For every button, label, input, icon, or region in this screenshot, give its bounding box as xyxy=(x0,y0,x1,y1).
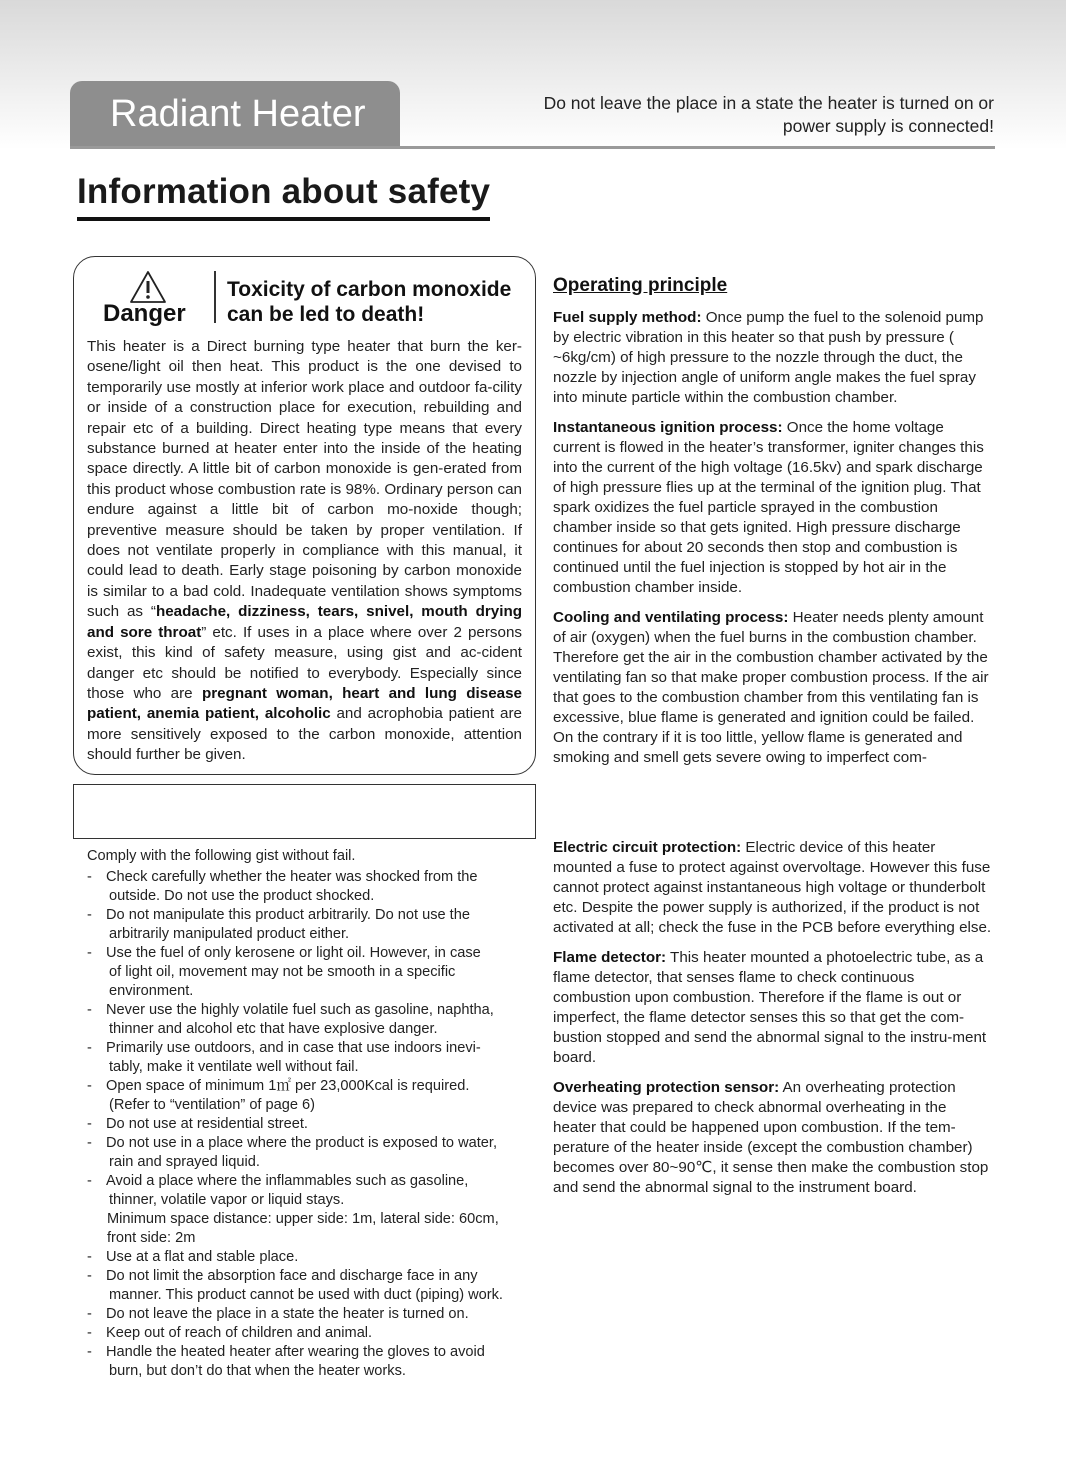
empty-caution-box xyxy=(73,784,536,839)
danger-heading-line2: can be led to death! xyxy=(227,303,425,326)
danger-body-text-3: and acrophobia patient are more sensitively exposed to the carbon monoxide, attention should further be given. xyxy=(87,705,522,764)
gist-item: - Do not leave the place in a state the heater is turned on. xyxy=(87,1306,469,1322)
operating-section-top xyxy=(553,308,993,778)
brand-tab xyxy=(70,81,400,147)
danger-body xyxy=(87,337,522,766)
brand-title: Radiant Heater xyxy=(110,93,366,135)
danger-body-text-1: This heater is a Direct burning type heater that burn the ker-osene/light oil then heat. This product is the one devised to temporarily use mostly at inferior work place and outdoor fa-cility or inside of a construction place for execution, rebuilding and repair etc of a building. Direct heating type means that every substance burned at heater enter into the inside of the heating space directly. A little bit of carbon monoxide is gen-erated from this product whose combustion rate is 98%. Ordinary person can endure against a little bit of carbon mo-noxide though; preventive measure should be taken by proper ventilation. If does not ventilate properly in compliance with this manual, it could lead to death. Early stage poisoning by carbon monoxide is similar to a bad cold. Inadequate ventilation shows symptoms such as “ xyxy=(87,338,522,621)
gist-intro: Comply with the following gist without fail. xyxy=(87,848,356,864)
gist-list xyxy=(87,868,527,1381)
gist-item: - Primarily use outdoors, and in case that use indoors inevi- tably, make it ventilate well without fail. xyxy=(87,1040,481,1075)
danger-body-symptoms: headache, dizziness, tears, snivel, mouth drying and sore throat xyxy=(87,603,522,641)
gist-item: - Do not use in a place where the product is exposed to water, rain and sprayed liquid. xyxy=(87,1135,498,1170)
danger-heading xyxy=(227,277,511,327)
gist-item: - Open space of minimum 1㎡ per 23,000Kcal is required. (Refer to “ventilation” of page 6) xyxy=(87,1078,470,1113)
page-title: Information about safety xyxy=(77,172,490,221)
circuit-protection-paragraph: Electric circuit protection: Electric device of this heater mounted a fuse to protect against overvoltage. However this fuse cannot protect against instantaneous high voltage or thunderbolt etc. Despite the power supply is authorized, if the product is not activated at all; check the fuse in the PCB before everything else. xyxy=(553,839,992,936)
operating-principle-title: Operating principle xyxy=(553,275,728,296)
gist-item: - Do not use at residential street. xyxy=(87,1116,308,1132)
operating-section-bottom xyxy=(553,838,993,1208)
fuel-supply-paragraph: Fuel supply method: Once pump the fuel to the solenoid pump by electric vibration in this heater so that push by pressure ( ~6kg/cm) of high pressure to the nozzle through the duct, the nozzle by injection angle of uniform angle makes the fuel spray into minute particle within the combustion chamber. xyxy=(553,309,984,406)
ignition-paragraph: Instantaneous ignition process: Once the home voltage current is flowed in the heater’s transformer, igniter changes this into the current of the high voltage (16.5kv) and spark discharge of high pressure flies up at the terminal of the ignition plug. That spark oxidizes the fuel particle sprayed in the combustion chamber inside so that gets ignited. High pressure discharge continues for about 20 seconds then stop and combustion is continued until the fuel injection is stopped by hot air in the combustion chamber inside. xyxy=(553,419,984,596)
gist-item: - Do not limit the absorption face and discharge face in any manner. This product cannot be used with duct (piping) work. xyxy=(87,1268,503,1303)
header-warning-line1: Do not leave the place in a state the heater is turned on or xyxy=(543,93,994,113)
flame-detector-paragraph: Flame detector: This heater mounted a photoelectric tube, as a flame detector, that senses flame to check continuous combustion upon combustion. Therefore if the flame is out or imperfect, the flame detector senses this so that get the com-bustion stopped and send the abnormal signal to the instru-ment board. xyxy=(553,949,987,1066)
gist-item: - Use the fuel of only kerosene or light oil. However, in case of light oil, movement may not be smooth in a specific environment. xyxy=(87,945,481,999)
header-warning-line2: power supply is connected! xyxy=(782,116,994,136)
cooling-paragraph: Cooling and ventilating process: Heater needs plenty amount of air (oxygen) when the fuel burns in the combustion chamber. Therefore get the air in the combustion chamber activated by the ventilating fan so that make proper combustion process. If the air that goes to the combustion chamber from this ventilating fan is excessive, blue flame is generated and ignition could be failed. On the contrary if it is too little, yellow flame is generated and smoking and smell gets severe owing to imperfect com- xyxy=(553,609,989,766)
header-rule xyxy=(70,146,995,149)
gist-item: - Check carefully whether the heater was shocked from the outside. Do not use the product shocked. xyxy=(87,869,478,904)
gist-item: - Avoid a place where the inflammables such as gasoline, thinner, volatile vapor or liquid stays. Minimum space distance: upper side: 1m, lateral side: 60cm, front side: 2m xyxy=(87,1173,499,1246)
danger-heading-line1: Toxicity of carbon monoxide xyxy=(227,278,512,301)
overheating-sensor-paragraph: Overheating protection sensor: An overheating protection device was prepared to check abnormal overheating in the heater that could be happened upon combustion. If the tem-perature of the heater inside (except the combustion chamber) becomes over 80~90℃, it sense then make the combustion stop and send the abnormal signal to the instrument board. xyxy=(553,1079,989,1196)
danger-body-risk-groups: pregnant woman, heart and lung disease patient, anemia patient, alcoholic xyxy=(87,684,523,723)
danger-divider xyxy=(214,271,216,323)
warning-triangle-icon xyxy=(129,270,167,304)
gist-item: - Use at a flat and stable place. xyxy=(87,1249,299,1265)
gist-item: - Do not manipulate this product arbitrarily. Do not use the arbitrarily manipulated product either. xyxy=(87,907,470,942)
gist-item: - Never use the highly volatile fuel such as gasoline, naphtha, thinner and alcohol etc that have explosive danger. xyxy=(87,1002,494,1037)
gist-item: - Handle the heated heater after wearing the gloves to avoid burn, but don’t do that when the heater works. xyxy=(87,1344,485,1379)
gist-section xyxy=(87,847,527,1381)
gist-item: - Keep out of reach of children and animal. xyxy=(87,1325,373,1341)
danger-body-text-2: ” etc. If uses in a place where over 2 persons exist, this kind of safety measure, using gist and ac-cident danger etc should be notified to everybody. Especially since those who are xyxy=(87,623,522,702)
danger-label: Danger xyxy=(103,300,186,327)
header-warning xyxy=(474,92,994,138)
